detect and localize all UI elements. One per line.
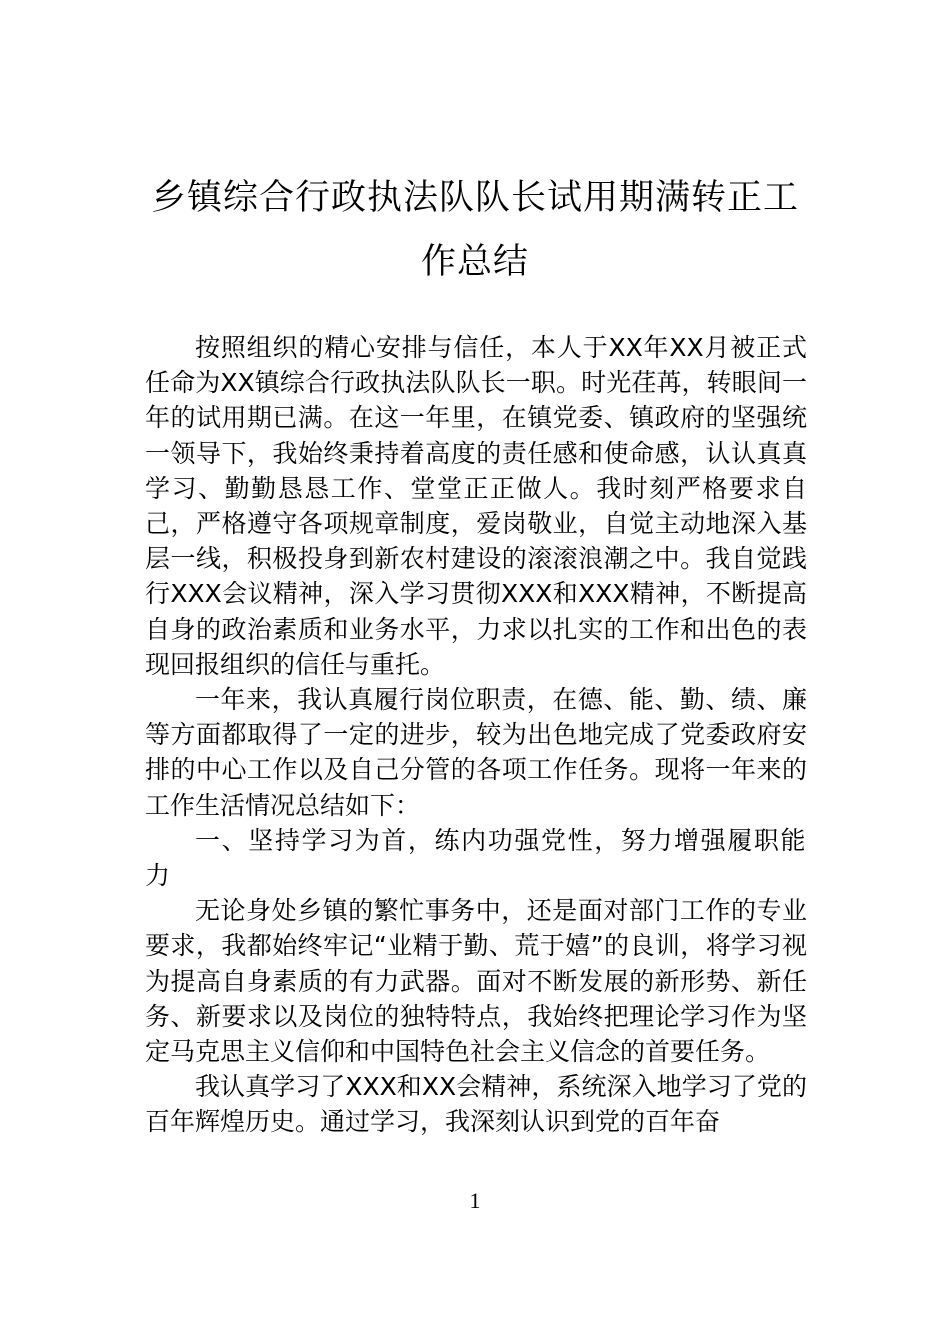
- document-title: [145, 166, 805, 294]
- paragraph-overview: 一年来，我认真履行岗位职责，在德、能、勤、绩、廉等方面都取得了一定的进步，较为出色地完成了党委政府安排的中心工作以及自己分管的各项工作任务。现将一年来的工作生活情况总结如下：: [145, 685, 807, 820]
- paragraph-history: 我认真学习了XXX和XX会精神，系统深入地学习了党的百年辉煌历史。通过学习，我深刻认识到党的百年奋: [145, 1072, 807, 1137]
- paragraph-intro: 按照组织的精心安排与信任，本人于XX年XX月被正式任命为XX镇综合行政执法队队长一职。时光荏苒，转眼间一年的试用期已满。在这一年里，在镇党委、镇政府的坚强统一领导下，我始终秉持着高度的责任感和使命感，认认真真学习、勤勤恳恳工作、堂堂正正做人。我时刻严格要求自己，严格遵守各项规章制度，爱岗敬业，自觉主动地深入基层一线，积极投身到新农村建设的滚滚浪潮之中。我自觉践行XXX会议精神，深入学习贯彻XXX和XXX精神，不断提高自身的政治素质和业务水平，力求以扎实的工作和出色的表现回报组织的信任与重托。: [145, 333, 807, 679]
- document-body: [145, 330, 807, 1140]
- title-line-1: 乡镇综合行政执法队队长试用期满转正工: [150, 178, 799, 218]
- paragraph-study: 无论身处乡镇的繁忙事务中，还是面对部门工作的专业要求，我都始终牢记“业精于勤、荒于嬉”的良训，将学习视为提高自身素质的有力武器。面对不断发展的新形势、新任务、新要求以及岗位的独特特点，我始终把理论学习作为坚定马克思主义信仰和中国特色社会主义信念的首要任务。: [145, 896, 807, 1067]
- page-number: 1: [469, 1188, 481, 1213]
- section-heading-1: 一、坚持学习为首，练内功强党性，努力增强履职能力: [145, 825, 807, 891]
- title-line-2: 作总结: [420, 242, 529, 282]
